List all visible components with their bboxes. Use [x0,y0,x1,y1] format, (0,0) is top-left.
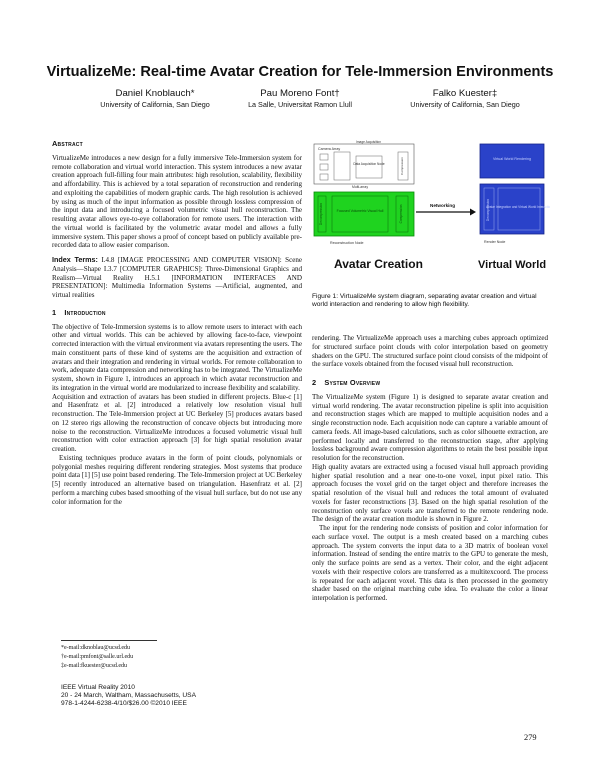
section-2-heading [312,379,548,388]
image-acquisition-label: Image Acquisition [356,140,381,144]
intro-paragraph: Acquisition and extraction of avatars has been studied in different projects. Blue-c [1] and Hasenfratz et al. [2] introduced a relatively low resolution visual hull reconstruction. The Tele-Immersion project at UC Berkeley [5] produces avatars based on 12 stereo rigs allowing the reconstruction of concave objects but introducing more noise to the reconstruction. VirtualizeMe introduces a focused volumetric visual hull reconstruction with color extraction approach [3] for high spatial resolution avatar creation. [52,392,302,453]
index-terms-text: I.4.8 [IMAGE PROCESSING AND COMPUTER VISION]: Scene Analysis—Shape I.3.7 [COMPUTER GRAPHICS]: Three-Dimensional Graphics and Realism—Virtual Reality H.5.1 [INFORMATION INTERFACES AND PRESENTATION]: Multimedia Information Systems —Artificial, augmented, and virtual realities [52,256,303,299]
reconstruction-node-label: Reconstruction Node [330,241,364,245]
render-node-label: Render Node [484,240,506,244]
right-column [312,334,548,603]
abstract-text: VirtualizeMe introduces a new design for a fully immersive Tele-Immersion system for remote collaboration and virtual world interaction. This system introduces a new avatar creation approach full-filling four main attributes: high resolution, scalability, flexibility and affordability. This is achieved by a total separation of reconstruction and rendering and exploiting the capabilities of modern graphic cards. The high resolution is achieved by using as much of the input information as possible through lossless compression of the input data and introducing a focused volumetric visual hull reconstruction. The resulting avatar allows eye-to-eye collaboration for remote users. The interaction with the virtual world is facilitated by the volumetric avatar model and allows a fully immersive system. This paper shows a proof of concept based on publicly available pre-recorded data to allow easier comparison. [52,153,302,250]
overview-paragraph: High quality avatars are extracted using a focused visual hull approach providing higher spatial resolution and a near one-to-one voxel, input pixel ratio. This approach focuses the voxel grid on the target object and therefore increases the spatial resolution of the visual hull and reduces the total amount of evaluated voxels for faster reconstructions [3]. Based on the high spatial resolution of the reconstruction only surface voxels are transferred to the remote rendering node. The design of the avatar creation module is shown in Figure 2. [312,462,548,524]
author-3 [380,88,550,109]
page-number: 279 [524,733,537,742]
author-name: Falko Kuester‡ [432,88,498,99]
footnote: †e-mail:pmfont@salle.url.edu [61,654,134,660]
author-affiliation: University of California, San Diego [100,100,210,109]
multi-array-label: Multi-array [352,185,369,189]
section-number: 2 [312,378,317,387]
camera-icon [320,164,328,170]
paper-title: VirtualizeMe: Real-time Avatar Creation for Tele-Immersion Environments [46,64,554,80]
camera-icon [320,154,328,160]
abstract-heading: Abstract [52,139,83,148]
conference-line: IEEE Virtual Reality 2010 [61,684,135,691]
camera-icon [320,174,328,180]
data-acquisition-label: Data Acquisition Node [353,162,385,166]
focused-reconstruction-box [332,196,388,232]
author-name: Pau Moreno Font† [260,88,340,99]
section-number: 1 [52,307,57,317]
arrow-head-icon [470,209,476,216]
conference-line: 978-1-4244-6238-4/10/$26.00 ©2010 IEEE [61,700,187,707]
data-acquisition-box [356,156,382,178]
section-title: System Overview [324,378,381,387]
virtual-world-rendering-box [480,144,544,178]
section-1-heading [52,309,302,318]
focused-reconstruction-label: Focused Volumetric Visual Hull [336,209,384,213]
avatar-creation-label: Avatar Creation [334,257,423,271]
footnote: *e-mail:dknoblau@ucsd.edu [61,645,131,651]
decompression-label: Decompression [319,202,323,226]
left-column [52,140,302,506]
footnotes [61,644,133,671]
conference-info [61,684,196,708]
intro-paragraph: Existing techniques produce avatars in the form of point clouds, polynomials or polygonial meshes requiring different rendering strategies. Most systems that produce point data [1] [5] use point based rendering. The Tele-Immersion project at UC Berkeley [5] recently introduced an alternative based on triangulation. Hasenfratz et al. [2] perform a marching cubes based smoothing of the visual hull surface, but do not use any color information for the [52,453,302,506]
index-terms [52,256,302,300]
author-2 [215,88,385,109]
figure-1 [312,140,550,290]
decompression-right-label: Decompression [486,198,490,222]
compression-label: Compression [399,204,403,224]
avatar-integration-label: Avatar Integration and Virtual World Interaction [485,205,550,209]
author-name: Daniel Knoblauch* [115,88,195,99]
intro-paragraph: The objective of Tele-Immersion systems is to allow remote users to interact with each other and virtual worlds. This can be achieved by allowing face-to-face, viewpoint corrected interaction with the virtual environment via avatars representing the users. The main constituent parts of these kind of systems are the acquisition and extraction of avatars and their integration and rendering in virtual worlds. For remote collaboration to work, adequate data compression and networking has to be integrated. The VirtualizeMe system, shown in Figure 1, introduces an approach in which avatar reconstruction and its integration in the virtual world are modularized to increase flexibility and scalability. [52,322,302,392]
camera-array-label: Camera Array [318,147,341,151]
footnote-rule [61,640,157,641]
overview-paragraph: The input for the rendering node consists of position and color information for each surface voxel. The output is a mesh created based on a marching cubes approach. The system converts the input data to a 3D matrix of boolean voxel information. Instead of sending the entire matrix to the GPU to generate the mesh, only the surface points are send as a vertex. Their color, and the eight adjacent voxels with their respective colors are transferred as a multitexcoord. The process is repeated for each adjacent voxel. This data is then processed in the geometry shader based on the original marching cube idea. To evaluate the color a linear interpolation is performed. [312,524,548,602]
author-affiliation: La Salle, Universitat Ramon Llull [248,100,352,109]
overview-paragraph: The VirtualizeMe system (Figure 1) is designed to separate avatar creation and virtual world rendering. The avatar reconstruction pipeline is split into acquisition and reconstruction stages which are mapped to multiple acquisition nodes and a single reconstruction node. Each acquisition node can capture a variable amount of camera feeds. All image-based calculations, such as color silhouette extraction, are performed locally and transferred to the reconstruction stage, after applying lossless background aware compression algorithms to retain the best possible input resolution for the reconstruction. [312,392,548,462]
continuation-paragraph: rendering. The VirtualizeMe approach uses a marching cubes approach optimized for structured surface point clouds with color interpolation based on geometry shaders on the GPU. The structured surface point cloud consists of the midpoint of the surface voxels obtained from the focused visual hull reconstruction. [312,334,548,369]
avatar-integration-box [498,188,540,230]
system-diagram [312,140,550,290]
image-acquisition-box [334,152,350,180]
index-terms-label: Index Terms: [52,255,98,264]
virtual-world-label: Virtual World [478,259,547,271]
networking-label: Networking [430,203,456,208]
author-affiliation: University of California, San Diego [410,100,520,109]
figure-caption: Figure 1: VirtualizeMe system diagram, separating avatar creation and virtual world interaction and rendering to allow high flexibility. [312,293,537,309]
virtual-world-rendering-label: Virtual World Rendering [492,157,532,161]
compression-label-top: Compression [400,157,404,175]
conference-line: 20 - 24 March, Waltham, Massachusetts, USA [61,692,196,699]
footnote: ‡e-mail:fkuester@ucsd.edu [61,663,128,669]
section-title: Introduction [64,307,106,317]
